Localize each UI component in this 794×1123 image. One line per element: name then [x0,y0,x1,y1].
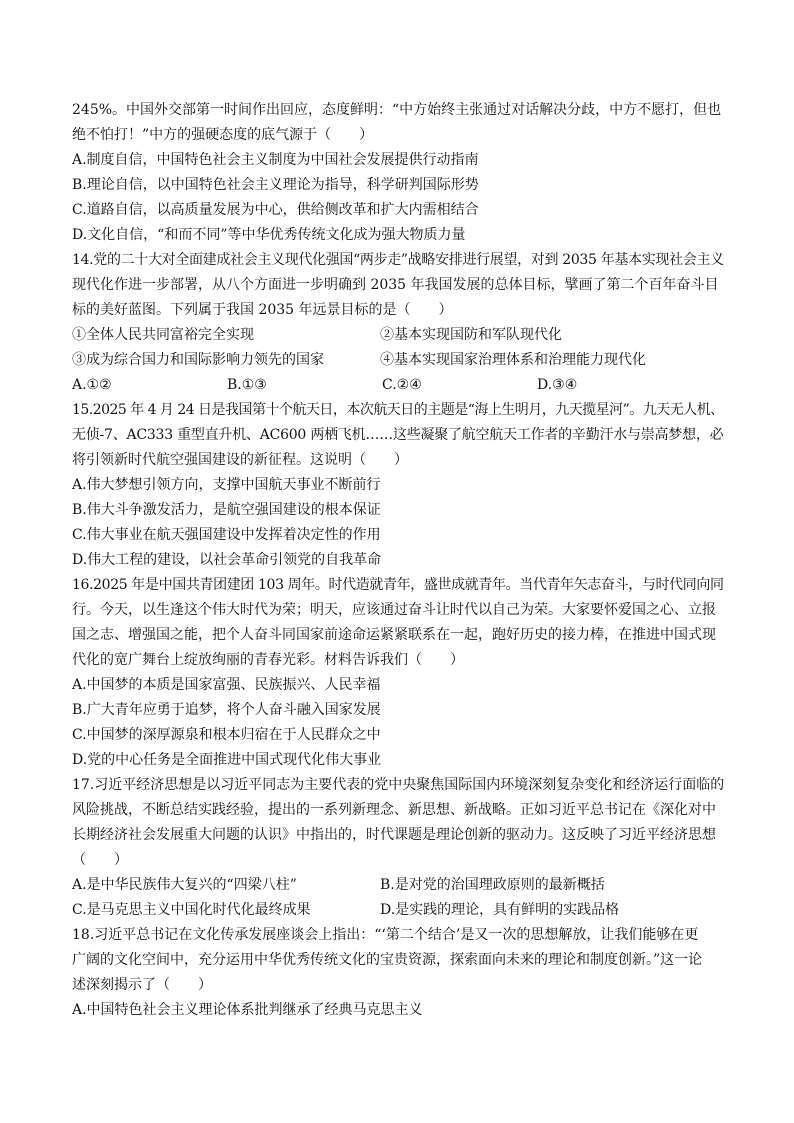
question-14 [72,248,724,398]
q14-option-a: A.①② [72,377,112,393]
q14-options [72,373,724,398]
q16-line-1: 16.2025 年是中国共青团建团 103 周年。时代造就青年，盛世成就青年。当代青年矢志奋斗，与时代同向同 [72,577,724,593]
q18-option-a: A.中国特色社会主义理论体系批判继承了经典马克思主义 [72,1002,423,1018]
q15-option-d: D.伟大工程的建设，以社会革命引领党的自我革命 [72,552,382,568]
q17-line-1: 17.习近平经济思想是以习近平同志为主要代表的党中央聚焦国际国内环境深刻复杂变化和经济运行面临的 [72,777,725,793]
q14-option-b: B.①③ [227,377,267,393]
q15-line-1: 15.2025 年 4 月 24 日是我国第十个航天日，本次航天日的主题是“海上生明月，九天揽星河”。九天无人机、 [72,402,724,418]
q14-option-c: C.②④ [382,377,422,393]
q16-line-2: 行。今天，以生逢这个伟大时代为荣；明天，应该通过奋斗让时代以自己为荣。大家要怀爱国之心、立报 [72,602,716,618]
q18-line-2: 广阔的文化空间中，充分运用中华优秀传统文化的宝贵资源，探索面向未来的理论和制度创新。”这一论 [72,952,703,968]
q17-line-3: 长期经济社会发展重大问题的认识》中指出的，时代课题是理论创新的驱动力。这反映了习近平经济思想 [72,827,716,843]
q13-option-d: D.文化自信，“和而不同”等中华优秀传统文化成为强大物质力量 [72,227,466,243]
q16-option-b: B.广大青年应勇于追梦，将个人奋斗融入国家发展 [72,702,381,718]
q14-item-4: ④基本实现国家治理体系和治理能力现代化 [380,352,646,368]
question-13-tail [72,98,724,248]
q14-items-row-2 [72,348,724,373]
q13-line-2: 绝不怕打！”中方的强硬态度的底气源于（ ） [72,127,374,143]
q15-line-2: 无侦-7、AC333 重型直升机、AC600 两栖飞机……这些凝聚了航空航天工作者的辛勤汗水与崇高梦想，必 [72,427,724,443]
q17-option-a: A.是中华民族伟大复兴的“四梁八柱” [72,877,297,893]
question-16 [72,573,724,773]
q17-option-d: D.是实践的理论，具有鲜明的实践品格 [380,902,620,918]
q14-item-2: ②基本实现国防和军队现代化 [380,327,562,343]
q17-options-row-1 [72,873,724,898]
question-15 [72,398,724,573]
q17-option-c: C.是马克思主义中国化时代化最终成果 [72,902,311,918]
q14-line-1: 14.党的二十大对全面建成社会主义现代化强国“两步走”战略安排进行展望，对到 2035 年基本实现社会主义 [72,252,724,268]
q14-item-3: ③成为综合国力和国际影响力领先的国家 [72,352,324,368]
q14-option-d: D.③④ [537,377,578,393]
q13-option-a: A.制度自信，中国特色社会主义制度为中国社会发展提供行动指南 [72,152,479,168]
q14-items-row-1 [72,323,724,348]
q17-option-b: B.是对党的治国理政原则的最新概括 [380,877,605,893]
q16-option-c: C.中国梦的深厚源泉和根本归宿在于人民群众之中 [72,727,381,743]
q16-line-4: 代化的宽广舞台上绽放绚丽的青春光彩。材料告诉我们（ ） [72,652,464,668]
q15-line-3: 将引领新时代航空强国建设的新征程。这说明（ ） [72,452,408,468]
q14-line-3: 标的美好蓝图。下列属于我国 2035 年远景目标的是（ ） [72,302,453,318]
q17-line-2: 风险挑战，不断总结实践经验，提出的一系列新理念、新思想、新战略。正如习近平总书记在《深化对中 [72,802,716,818]
q13-option-c: C.道路自信，以高质量发展为中心，供给侧改革和扩大内需相结合 [72,202,479,218]
q15-option-a: A.伟大梦想引领方向，支撑中国航天事业不断前行 [72,477,381,493]
q16-option-d: D.党的中心任务是全面推进中国式现代化伟大事业 [72,752,382,768]
q13-line-1: 245%。中国外交部第一时间作出回应，态度鲜明：“中方始终主张通过对话解决分歧，中方不愿打，但也 [72,102,722,118]
q14-line-2: 现代化作进一步部署，从八个方面进一步明确到 2035 年我国发展的总体目标，擘画了第二个百年奋斗目 [72,277,719,293]
q16-option-a: A.中国梦的本质是国家富强、民族振兴、人民幸福 [72,677,381,693]
q17-line-4: （ ） [72,852,128,868]
q13-option-b: B.理论自信，以中国特色社会主义理论为指导，科学研判国际形势 [72,177,479,193]
q14-item-1: ①全体人民共同富裕完全实现 [72,327,254,343]
question-17 [72,773,724,923]
question-18 [72,923,724,1023]
exam-content [72,98,724,1023]
q16-line-3: 国之志、增强国之能，把个人奋斗同国家前途命运紧紧联系在一起，跑好历史的接力棒，在推进中国式现 [72,627,716,643]
q15-option-c: C.伟大事业在航天强国建设中发挥着决定性的作用 [72,527,381,543]
q18-line-1: 18.习近平总书记在文化传承发展座谈会上指出：“‘第二个结合’是又一次的思想解放，让我们能够在更 [72,927,699,943]
q18-line-3: 述深刻揭示了（ ） [72,977,212,993]
q15-option-b: B.伟大斗争激发活力，是航空强国建设的根本保证 [72,502,381,518]
q17-options-row-2 [72,898,724,923]
